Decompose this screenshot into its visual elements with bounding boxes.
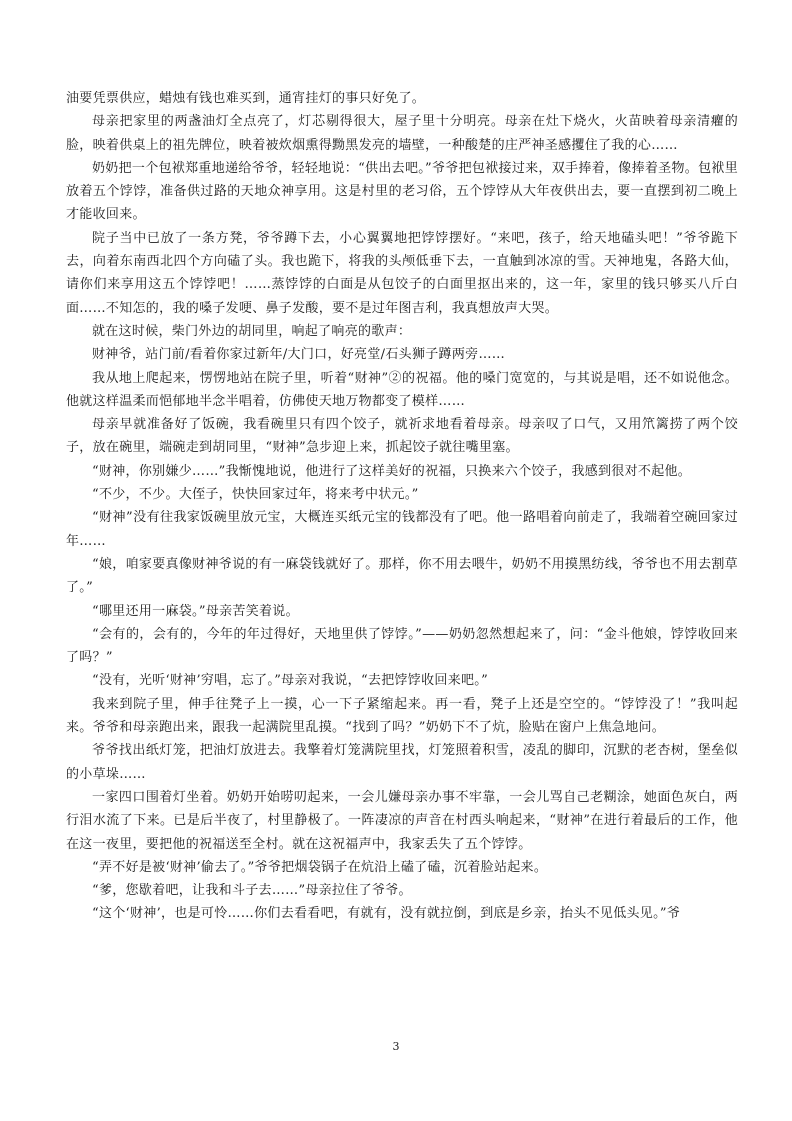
- paragraph: “会有的，会有的，今年的年过得好，天地里供了饽饽。”——奶奶忽然想起来了，问：“金斗他娘，饽饽收回来了吗？”: [66, 626, 738, 666]
- paragraph: 我从地上爬起来，愣愣地站在院子里，听着“财神”②的祝福。他的嗓门宽宽的，与其说是唱，还不如说他念。他就这样温柔而悒郁地半念半唱着，仿佛使天地万物都变了模样……: [66, 370, 738, 409]
- page-number: 3: [392, 1040, 400, 1053]
- paragraph: 油要凭票供应，蜡烛有钱也难买到，通宵挂灯的事只好免了。: [66, 91, 426, 106]
- paragraph: 奶奶把一个包袱郑重地递给爷爷，轻轻地说：“供出去吧。”爷爷把包袱接过来，双手捧着，像捧着圣物。包袱里放着五个饽饽，准备供过路的天地众神享用。这是村里的老习俗，五个饽饽从大年夜供出去，要一直摆到初二晚上才能收回来。: [66, 160, 738, 223]
- paragraph: “爹，您歇着吧，让我和斗子去……”母亲拉住了爷爷。: [92, 883, 412, 899]
- paragraph: 院子当中已放了一条方凳，爷爷蹲下去，小心翼翼地把饽饽摆好。“来吧，孩子，给天地磕头吧！”爷爷跪下去，向着东南西北四个方向磕了头。我也跪下，将我的头颅低垂下去，一直触到冰凉的雪。天神地鬼，各路大仙，请你们来享用这五个饽饽吧！……蒸饽饽的白面是从包饺子的白面里抠出来的，这一年，家里的钱只够买八斤白面……不知怎的，我的嗓子发哽、鼻子发酸，要不是过年图吉利，我真想放声大哭。: [66, 230, 738, 316]
- paragraph: 母亲早就准备好了饭碗，我看碗里只有四个饺子，就祈求地看着母亲。母亲叹了口气，又用笊篱捞了两个饺子，放在碗里，端碗走到胡同里，“财神”急步迎上来，抓起饺子就往嘴里塞。: [66, 417, 738, 456]
- paragraph: 就在这时候，柴门外边的胡同里，响起了响亮的歌声：: [92, 323, 412, 339]
- paragraph: “没有，光听‘财神’穷唱，忘了。”母亲对我说，“去把饽饽收回来吧。”: [92, 673, 489, 689]
- paragraph: “这个‘财神’，也是可怜……你们去看看吧，有就有，没有就拉倒，到底是乡亲，抬头不见低头见。”爷: [92, 906, 681, 922]
- paragraph: 一家四口围着灯坐着。奶奶开始唠叨起来，一会儿嫌母亲办事不牢靠，一会儿骂自己老糊涂，她面色灰白，两行泪水流了下来。已是后半夜了，村里静极了。一阵凄凉的声音在村西头响起来，“财神”在进行着最后的工作，他在这一夜里，要把他的祝福送至全村。就在这祝福声中，我家丢失了五个饽饽。: [66, 789, 738, 852]
- paragraph: “弄不好是被‘财神’偷去了。”爷爷把烟袋锅子在炕沿上磕了磕，沉着脸站起来。: [92, 859, 548, 875]
- paragraph: 爷爷找出纸灯笼，把油灯放进去。我擎着灯笼满院里找，灯笼照着积雪，凌乱的脚印，沉默的老杏树，堡垒似的小草垛……: [66, 743, 738, 782]
- paragraph: “娘，咱家要真像财神爷说的有一麻袋钱就好了。那样，你不用去喂牛，奶奶不用摸黑纺线，爷爷也不用去割草了。”: [66, 556, 738, 596]
- paragraph: “哪里还用一麻袋。”母亲苦笑着说。: [92, 603, 299, 619]
- paragraph: “财神”没有往我家饭碗里放元宝，大概连买纸元宝的钱都没有了吧。他一路唱着向前走了，我端着空碗回家过年……: [66, 510, 738, 549]
- paragraph: “不少，不少。大侄子，快快回家过年，将来考中状元。”: [92, 487, 419, 503]
- paragraph: 母亲把家里的两盏油灯全点亮了，灯芯剔得很大，屋子里十分明亮。母亲在灶下烧火，火苗映着母亲清癯的脸，映着供桌上的祖先牌位，映着被炊烟熏得黝黑发亮的墙壁，一种酸楚的庄严神圣感攫住了我的心……: [66, 114, 738, 153]
- body-text: [66, 87, 738, 926]
- paragraph: “财神，你别嫌少……”我惭愧地说，他进行了这样美好的祝福，只换来六个饺子，我感到很对不起他。: [92, 463, 692, 479]
- paragraph: 财神爷，站门前/看着你家过新年/大门口，好亮堂/石头狮子蹲两旁……: [92, 347, 506, 363]
- paragraph: 我来到院子里，伸手往凳子上一摸，心一下子紧缩起来。再一看，凳子上还是空空的。“饽饽没了！”我叫起来。爷爷和母亲跑出来，跟我一起满院里乱摸。“找到了吗？”奶奶下不了炕，脸贴在窗户上焦急地问。: [66, 696, 738, 736]
